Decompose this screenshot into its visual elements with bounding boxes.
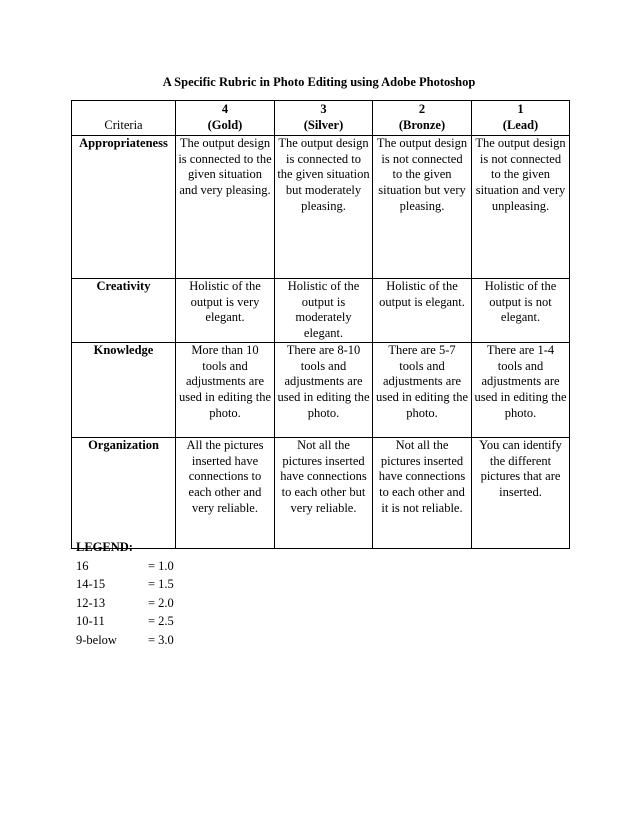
- level-score: 2: [418, 102, 426, 116]
- criterion-label: Organization: [72, 438, 176, 549]
- legend-item: [76, 594, 174, 613]
- legend-value: = 2.5: [148, 614, 174, 628]
- rubric-cell: The output design is connected to the given situation and very pleasing.: [176, 136, 275, 279]
- rubric-cell: There are 1-4 tools and adjustments are used in editing the photo.: [472, 343, 570, 438]
- legend-value: = 1.5: [148, 577, 174, 591]
- legend-range: 10-11: [76, 614, 105, 628]
- criteria-header: Criteria: [72, 101, 176, 136]
- legend-title: LEGEND:: [76, 540, 133, 554]
- legend-item: [76, 575, 174, 594]
- legend-range: 9-below: [76, 632, 117, 647]
- level-name: (Silver): [303, 117, 344, 132]
- rubric-cell: Holistic of the output is moderately elegant.: [275, 279, 373, 343]
- rubric-table: [71, 100, 570, 549]
- rubric-cell: More than 10 tools and adjustments are used in editing the photo.: [176, 343, 275, 438]
- rubric-cell: The output design is not connected to the given situation and very unpleasing.: [472, 136, 570, 279]
- legend-range: 14-15: [76, 577, 106, 591]
- legend-value: = 3.0: [148, 632, 174, 647]
- level-name: (Bronze): [398, 117, 446, 132]
- level-name: (Lead): [502, 117, 539, 132]
- document-title: A Specific Rubric in Photo Editing using Adobe Photoshop: [162, 75, 476, 89]
- rubric-cell: There are 8-10 tools and adjustments are used in editing the photo.: [275, 343, 373, 438]
- rubric-cell: Holistic of the output is elegant.: [373, 279, 472, 343]
- rubric-cell: Not all the pictures inserted have connections to each other and it is not reliable.: [373, 438, 472, 549]
- legend-item: [76, 631, 174, 650]
- legend: [76, 538, 174, 649]
- level-header-gold: [176, 101, 275, 136]
- legend-range: 12-13: [76, 595, 106, 610]
- level-score: 3: [320, 102, 327, 116]
- rubric-cell: There are 5-7 tools and adjustments are used in editing the photo.: [373, 343, 472, 438]
- legend-value: = 2.0: [148, 595, 174, 610]
- level-header-silver: [275, 101, 373, 136]
- level-score: 1: [517, 102, 524, 116]
- level-name: (Gold): [207, 117, 243, 132]
- criterion-label: Creativity: [72, 279, 176, 343]
- rubric-cell: All the pictures inserted have connections to each other and very reliable.: [176, 438, 275, 549]
- level-score: 4: [221, 102, 229, 116]
- table-row-appropriateness: [72, 136, 570, 279]
- criterion-label: Knowledge: [72, 343, 176, 438]
- table-row-creativity: [72, 279, 570, 343]
- rubric-cell: Not all the pictures inserted have connections to each other but very reliable.: [275, 438, 373, 549]
- rubric-cell: The output design is connected to the given situation but moderately pleasing.: [275, 136, 373, 279]
- rubric-cell: You can identify the different pictures that are inserted.: [472, 438, 570, 549]
- legend-value: = 1.0: [148, 558, 174, 573]
- level-header-bronze: [373, 101, 472, 136]
- rubric-cell: Holistic of the output is very elegant.: [176, 279, 275, 343]
- rubric-cell: The output design is not connected to the given situation but very pleasing.: [373, 136, 472, 279]
- level-header-lead: [472, 101, 570, 136]
- table-row-knowledge: [72, 343, 570, 438]
- table-row-organization: [72, 438, 570, 549]
- legend-range: 16: [76, 558, 89, 573]
- legend-item: [76, 612, 174, 631]
- header-row: [72, 101, 570, 136]
- criterion-label: Appropriateness: [72, 136, 176, 279]
- rubric-cell: Holistic of the output is not elegant.: [472, 279, 570, 343]
- legend-item: [76, 557, 174, 576]
